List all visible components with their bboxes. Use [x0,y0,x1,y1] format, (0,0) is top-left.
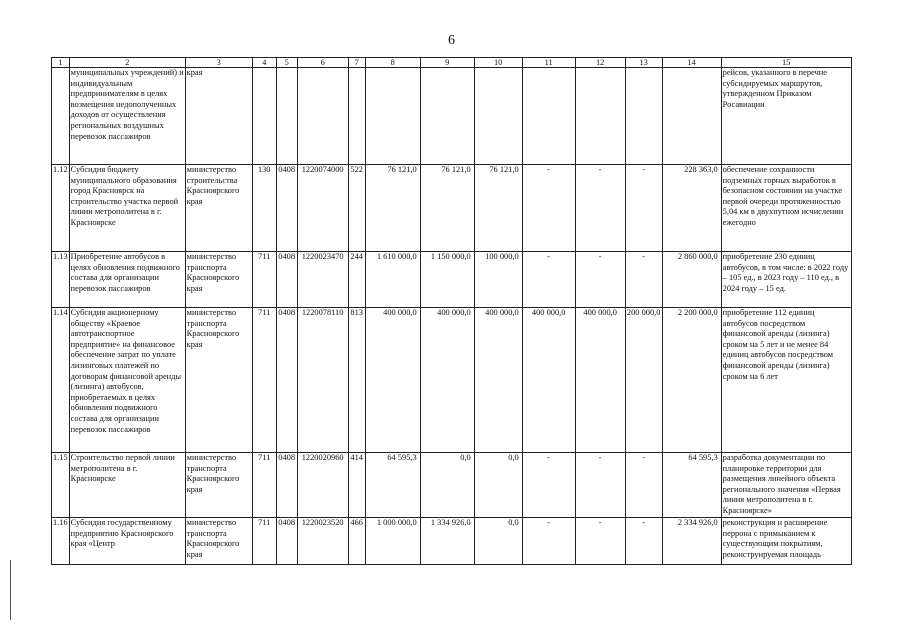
table-row [52,308,852,453]
amount-2027-cell: - [625,165,662,252]
target-article-cell: 1220023470 [297,252,348,308]
amount-2027-cell: - [625,252,662,308]
amount-2022-cell: 1 000 000,0 [365,518,420,565]
header-cell: 15 [721,58,851,68]
table-row [52,165,852,252]
amount-2025-cell [522,68,575,165]
amount-2025-cell: 400 000,0 [522,308,575,453]
amount-2027-cell [625,68,662,165]
gov-code-cell: 711 [252,308,276,453]
header-cell: 1 [52,58,70,68]
header-cell: 11 [522,58,575,68]
section-code-cell: 0408 [276,518,297,565]
target-article-cell: 1220020960 [297,453,348,518]
amount-2023-cell: 76 121,0 [420,165,474,252]
header-cell: 6 [297,58,348,68]
amount-2024-cell: 400 000,0 [474,308,522,453]
table-row [52,453,852,518]
amount-2023-cell: 400 000,0 [420,308,474,453]
section-code-cell [276,68,297,165]
amount-2026-cell: - [575,252,625,308]
expense-type-cell: 522 [348,165,365,252]
gov-code-cell: 130 [252,165,276,252]
amount-2024-cell: 0,0 [474,453,522,518]
administrator-cell: министерство транспорта Красноярского края [185,453,252,518]
activity-name-cell: муниципальных учреждений) и индивидуальным предпринимателям в целях возмещения недополученных доходов от осуществления региональных воздушных перевозок пассажиров [69,68,185,165]
expected-result-cell: разработка документации по планировке территории для размещения линейного объекта регионального значения «Первая линия метрополитена в г. Красноярске» [721,453,851,518]
header-cell: 4 [252,58,276,68]
table-row [52,68,852,165]
row-number-cell [52,68,70,165]
expense-type-cell: 244 [348,252,365,308]
expected-result-cell: рейсов, указанного в перечне субсидируемых маршрутов, утвержденном Приказом Росавиации [721,68,851,165]
amount-2025-cell: - [522,165,575,252]
amount-2026-cell: - [575,518,625,565]
target-article-cell: 1220023520 [297,518,348,565]
amount-2022-cell: 400 000,0 [365,308,420,453]
target-article-cell: 1220074000 [297,165,348,252]
header-cell: 13 [625,58,662,68]
activity-name-cell: Строительство первой линии метрополитена в г. Красноярске [69,453,185,518]
row-number-cell: 1.14 [52,308,70,453]
gov-code-cell: 711 [252,453,276,518]
scan-edge-mark [10,560,11,620]
amount-2023-cell [420,68,474,165]
administrator-cell: министерство транспорта Красноярского края [185,308,252,453]
amount-total-cell: 2 334 926,0 [662,518,721,565]
program-table [51,57,852,565]
amount-2022-cell: 64 595,3 [365,453,420,518]
expense-type-cell: 414 [348,453,365,518]
amount-total-cell [662,68,721,165]
amount-2026-cell: - [575,453,625,518]
section-code-cell: 0408 [276,165,297,252]
header-cell: 7 [348,58,365,68]
table-row [52,518,852,565]
amount-2024-cell: 100 000,0 [474,252,522,308]
gov-code-cell: 711 [252,252,276,308]
header-cell: 2 [69,58,185,68]
administrator-cell: края [185,68,252,165]
amount-2023-cell: 0,0 [420,453,474,518]
row-number-cell: 1.16 [52,518,70,565]
header-cell: 12 [575,58,625,68]
activity-name-cell: Субсидия акционерному обществу «Краевое автотранспортное предприятие» на финансовое обеспечение затрат по уплате лизинговых платежей по договорам финансовой аренды (лизинга) автобусов, приобретаемых в целях обновления подвижного состава для организации перевозок пассажиров [69,308,185,453]
amount-2023-cell: 1 334 926,0 [420,518,474,565]
expected-result-cell: приобретение 112 единиц автобусов посредством финансовой аренды (лизинга) сроком на 5 лет и не менее 84 единиц автобусов посредством финансовой аренды (лизинга) сроком на 6 лет [721,308,851,453]
expense-type-cell: 466 [348,518,365,565]
amount-2027-cell: - [625,453,662,518]
header-cell: 14 [662,58,721,68]
amount-2027-cell: 200 000,0 [625,308,662,453]
activity-name-cell: Субсидия бюджету муниципального образования город Красноярск на строительство участка первой линии метрополитена в г. Красноярске [69,165,185,252]
header-cell: 5 [276,58,297,68]
amount-2026-cell: 400 000,0 [575,308,625,453]
administrator-cell: министерство строительства Красноярского края [185,165,252,252]
section-code-cell: 0408 [276,308,297,453]
amount-2022-cell: 1 610 000,0 [365,252,420,308]
page-number: 6 [448,33,455,48]
administrator-cell: министерство транспорта Красноярского края [185,252,252,308]
amount-2025-cell: - [522,453,575,518]
header-row [52,58,852,68]
gov-code-cell [252,68,276,165]
header-cell: 9 [420,58,474,68]
amount-2026-cell [575,68,625,165]
row-number-cell: 1.13 [52,252,70,308]
gov-code-cell: 711 [252,518,276,565]
expense-type-cell: 813 [348,308,365,453]
amount-2026-cell: - [575,165,625,252]
row-number-cell: 1.15 [52,453,70,518]
amount-total-cell: 2 860 000,0 [662,252,721,308]
expected-result-cell: реконструкция и расширение перрона с примыканием к существующим покрытиям, реконструируемая площадь [721,518,851,565]
expense-type-cell [348,68,365,165]
header-cell: 10 [474,58,522,68]
amount-total-cell: 228 363,0 [662,165,721,252]
amount-2022-cell: 76 121,0 [365,165,420,252]
activity-name-cell: Субсидия государственному предприятию Красноярского края «Центр [69,518,185,565]
administrator-cell: министерство транспорта Красноярского края [185,518,252,565]
amount-total-cell: 2 200 000,0 [662,308,721,453]
amount-total-cell: 64 595,3 [662,453,721,518]
header-cell: 8 [365,58,420,68]
expected-result-cell: обеспечение сохранности подземных горных выработок в безопасном состоянии на участке первой очереди протяженностью 5,04 км в двухпутном исчислении ежегодно [721,165,851,252]
section-code-cell: 0408 [276,453,297,518]
header-cell: 3 [185,58,252,68]
amount-2024-cell: 0,0 [474,518,522,565]
target-article-cell: 1220078110 [297,308,348,453]
amount-2024-cell: 76 121,0 [474,165,522,252]
amount-2025-cell: - [522,252,575,308]
amount-2027-cell: - [625,518,662,565]
expected-result-cell: приобретение 230 единиц автобусов, в том числе: в 2022 году – 105 ед., в 2023 году – 110 ед., в 2024 году – 15 ед. [721,252,851,308]
amount-2025-cell: - [522,518,575,565]
amount-2022-cell [365,68,420,165]
amount-2023-cell: 1 150 000,0 [420,252,474,308]
amount-2024-cell [474,68,522,165]
table-row [52,252,852,308]
target-article-cell [297,68,348,165]
section-code-cell: 0408 [276,252,297,308]
row-number-cell: 1.12 [52,165,70,252]
activity-name-cell: Приобретение автобусов в целях обновления подвижного состава для организации перевозок пассажиров [69,252,185,308]
